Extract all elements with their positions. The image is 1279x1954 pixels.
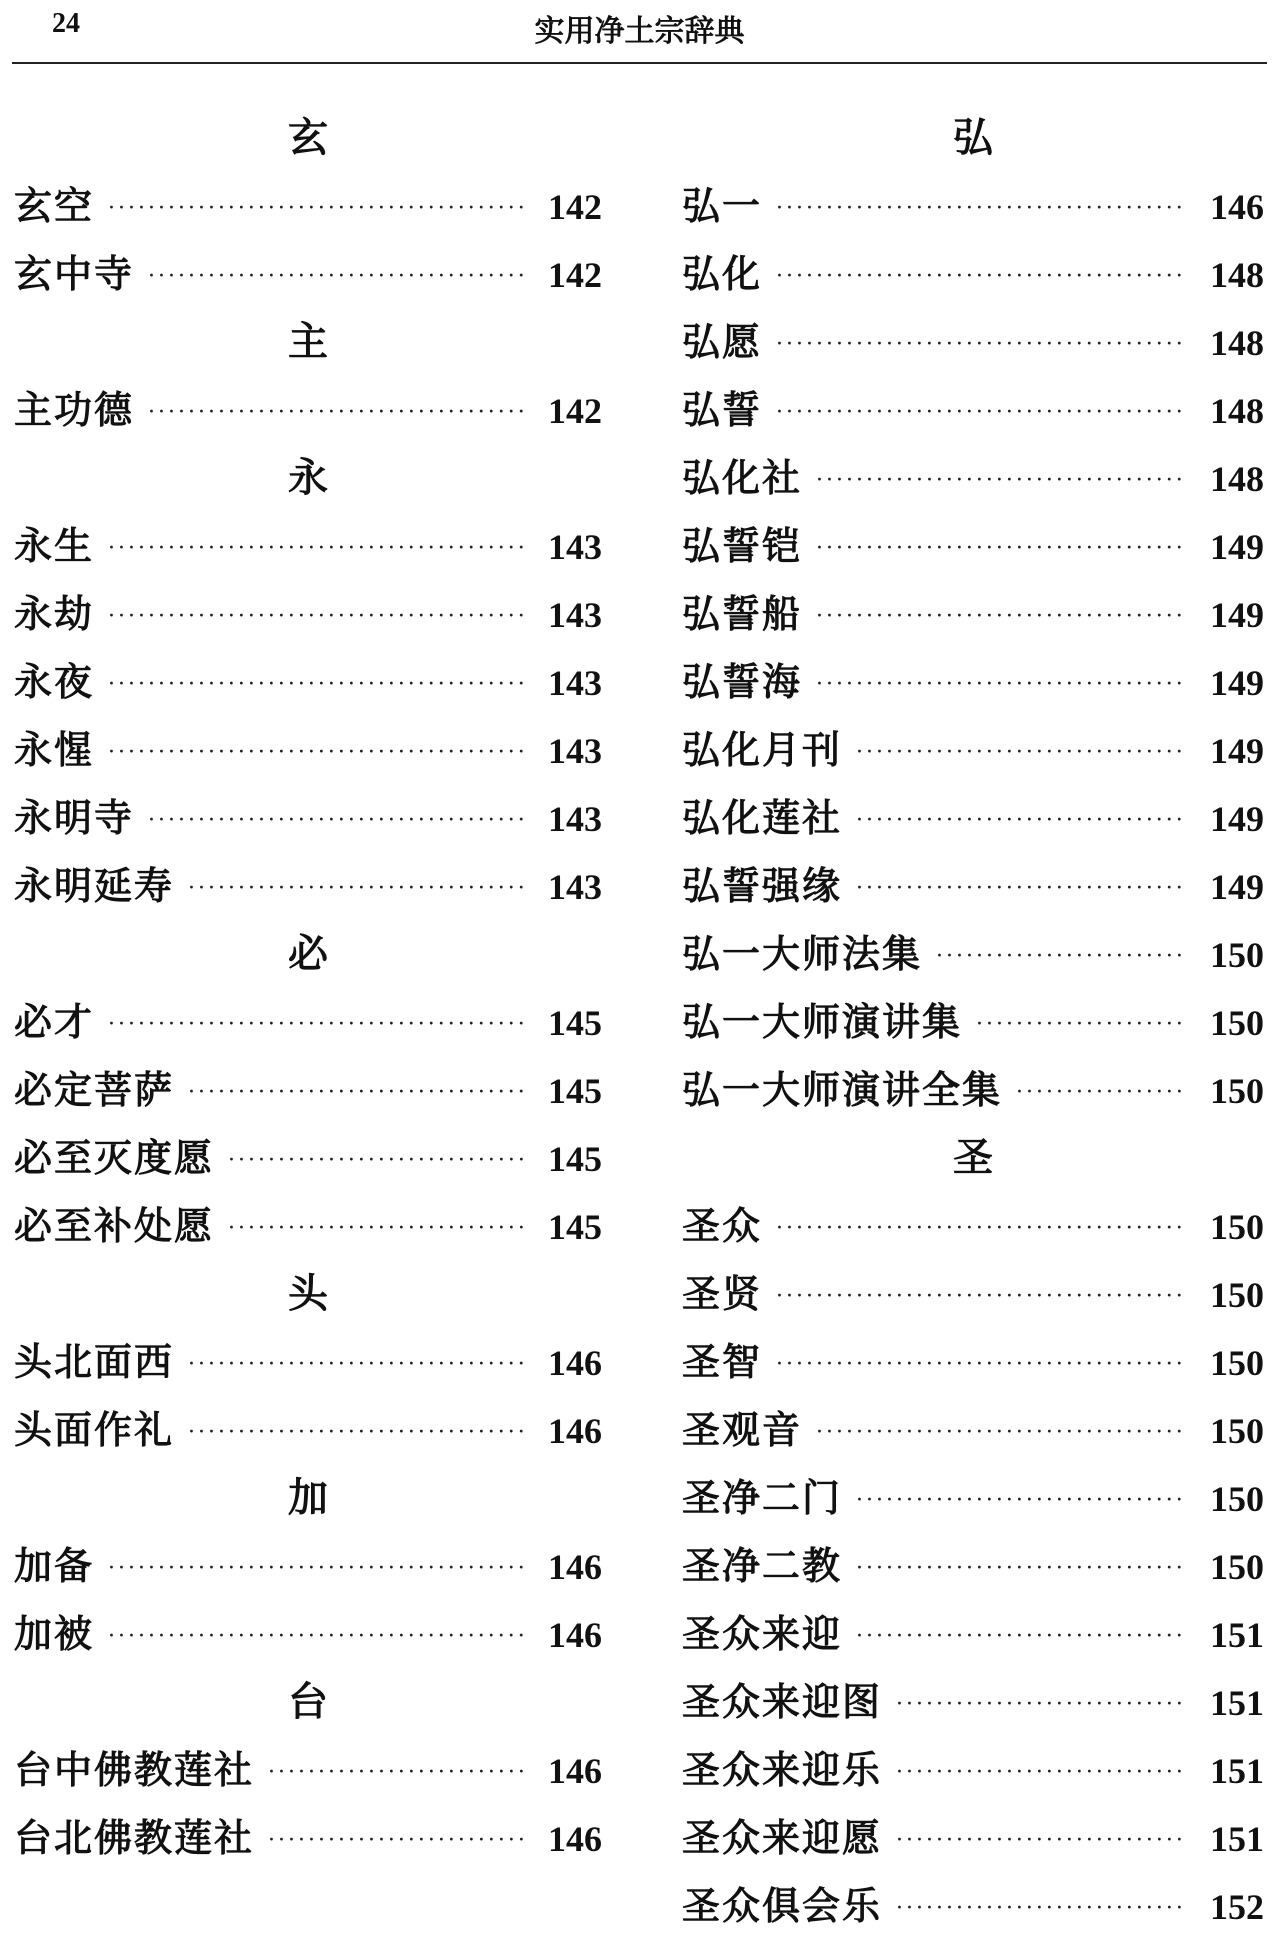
entry-term: 必定菩萨: [14, 1067, 175, 1112]
entry-term: 弘誓铠: [682, 523, 803, 568]
index-entry: [682, 716, 1264, 784]
dot-leader: [776, 1331, 1186, 1399]
entry-page-number: 149: [1210, 663, 1264, 703]
dot-leader: [188, 1331, 524, 1399]
entry-page-number: 146: [548, 1751, 602, 1791]
index-entry: [14, 512, 602, 580]
entry-page-number: 150: [1210, 1547, 1264, 1587]
dot-leader: [188, 1399, 524, 1467]
index-entry: [14, 988, 602, 1056]
entry-page-number: 143: [548, 799, 602, 839]
dot-leader: [896, 1875, 1186, 1943]
entry-term: 弘誓船: [682, 591, 803, 636]
entry-page-number: 151: [1210, 1615, 1264, 1655]
entry-page-number: 146: [548, 1411, 602, 1451]
index-entry: [14, 1396, 602, 1464]
entry-term: 主功德: [14, 387, 135, 432]
entry-page-number: 151: [1210, 1819, 1264, 1859]
entry-term: 弘誓强缘: [682, 863, 843, 908]
entry-page-number: 150: [1210, 1479, 1264, 1519]
entry-term: 圣智: [682, 1339, 763, 1384]
index-entry: [14, 1532, 602, 1600]
index-entry: [682, 920, 1264, 988]
index-group: [14, 1668, 602, 1872]
index-entry: [682, 852, 1264, 920]
dot-leader: [108, 991, 524, 1059]
index-group: [14, 1260, 602, 1464]
entry-page-number: 151: [1210, 1683, 1264, 1723]
entry-term: 圣净二门: [682, 1475, 843, 1520]
entry-term: 弘誓: [682, 387, 763, 432]
entry-term: 弘化月刊: [682, 727, 843, 772]
entry-page-number: 150: [1210, 1411, 1264, 1451]
entry-term: 弘誓海: [682, 659, 803, 704]
entry-page-number: 142: [548, 255, 602, 295]
index-entry: [682, 512, 1264, 580]
entry-page-number: 146: [548, 1547, 602, 1587]
index-entry: [14, 852, 602, 920]
entry-page-number: 148: [1210, 323, 1264, 363]
dot-leader: [856, 787, 1186, 855]
index-entry: [682, 1328, 1264, 1396]
index-group: [14, 1464, 602, 1668]
index-entry: [682, 1464, 1264, 1532]
entry-page-number: 149: [1210, 799, 1264, 839]
entry-page-number: 143: [548, 867, 602, 907]
entry-term: 弘化: [682, 251, 763, 296]
entry-term: 永劫: [14, 591, 95, 636]
dot-leader: [896, 1671, 1186, 1739]
dot-leader: [188, 855, 524, 923]
dot-leader: [776, 243, 1186, 311]
dot-leader: [816, 447, 1186, 515]
dot-leader: [148, 787, 524, 855]
index-entry: [682, 1736, 1264, 1804]
entry-term: 圣众: [682, 1203, 763, 1248]
dot-leader: [856, 719, 1186, 787]
entry-page-number: 149: [1210, 595, 1264, 635]
index-entry: [682, 1668, 1264, 1736]
dot-leader: [148, 243, 524, 311]
entry-page-number: 149: [1210, 527, 1264, 567]
entry-term: 永惺: [14, 727, 95, 772]
dot-leader: [268, 1739, 524, 1807]
dot-leader: [148, 379, 524, 447]
entry-page-number: 146: [548, 1819, 602, 1859]
index-entry: [14, 1328, 602, 1396]
index-entry: [14, 1192, 602, 1260]
dot-leader: [776, 311, 1186, 379]
index-entry: [682, 444, 1264, 512]
entry-page-number: 145: [548, 1071, 602, 1111]
index-entry: [682, 376, 1264, 444]
dot-leader: [776, 379, 1186, 447]
dot-leader: [188, 1059, 524, 1127]
entry-term: 圣众来迎愿: [682, 1815, 883, 1860]
entry-term: 头北面西: [14, 1339, 175, 1384]
entry-page-number: 149: [1210, 867, 1264, 907]
index-entry: [14, 1600, 602, 1668]
dot-leader: [1016, 1059, 1186, 1127]
index-entry: [682, 172, 1264, 240]
index-entry: [682, 1396, 1264, 1464]
dot-leader: [776, 1195, 1186, 1263]
entry-page-number: 146: [1210, 187, 1264, 227]
header-rule: [12, 62, 1267, 64]
index-entry: [14, 1124, 602, 1192]
entry-page-number: 151: [1210, 1751, 1264, 1791]
dot-leader: [108, 1535, 524, 1603]
index-head-character: 玄: [288, 114, 328, 161]
entry-term: 永夜: [14, 659, 95, 704]
entry-term: 台中佛教莲社: [14, 1747, 255, 1792]
entry-term: 必才: [14, 999, 95, 1044]
dot-leader: [108, 515, 524, 583]
index-head-character: 圣: [953, 1134, 993, 1181]
index-head-character: 头: [288, 1270, 328, 1317]
entry-term: 头面作礼: [14, 1407, 175, 1452]
entry-page-number: 145: [548, 1207, 602, 1247]
entry-page-number: 146: [548, 1343, 602, 1383]
index-entry: [682, 1260, 1264, 1328]
entry-term: 加备: [14, 1543, 95, 1588]
entry-term: 台北佛教莲社: [14, 1815, 255, 1860]
index-entry: [682, 1872, 1264, 1940]
index-head-character: 必: [288, 930, 328, 977]
running-title: 实用净土宗辞典: [534, 14, 745, 49]
index-group: [682, 1124, 1264, 1940]
entry-term: 圣众来迎: [682, 1611, 843, 1656]
entry-page-number: 150: [1210, 1275, 1264, 1315]
dot-leader: [228, 1127, 524, 1195]
index-entry: [14, 240, 602, 308]
entry-page-number: 149: [1210, 731, 1264, 771]
index-group: [682, 104, 1264, 1124]
page-header: [0, 0, 1279, 72]
index-entry: [682, 648, 1264, 716]
index-entry: [14, 716, 602, 784]
entry-term: 圣众来迎图: [682, 1679, 883, 1724]
dot-leader: [976, 991, 1186, 1059]
entry-page-number: 152: [1210, 1887, 1264, 1927]
index-head-character: 加: [288, 1474, 328, 1521]
index-entry: [14, 1736, 602, 1804]
entry-page-number: 146: [548, 1615, 602, 1655]
dot-leader: [108, 719, 524, 787]
entry-page-number: 145: [548, 1003, 602, 1043]
entry-page-number: 142: [548, 187, 602, 227]
index-entry: [14, 1804, 602, 1872]
index-entry: [682, 1804, 1264, 1872]
entry-term: 弘一: [682, 183, 763, 228]
entry-term: 圣观音: [682, 1407, 803, 1452]
entry-term: 加被: [14, 1611, 95, 1656]
index-column-left: [14, 104, 602, 1872]
index-entry: [14, 648, 602, 716]
index-entry: [14, 580, 602, 648]
dot-leader: [108, 651, 524, 719]
entry-page-number: 143: [548, 595, 602, 635]
entry-page-number: 143: [548, 731, 602, 771]
entry-page-number: 150: [1210, 1003, 1264, 1043]
dot-leader: [108, 175, 524, 243]
dot-leader: [776, 1263, 1186, 1331]
index-entry: [682, 1056, 1264, 1124]
dot-leader: [816, 583, 1186, 651]
entry-term: 弘愿: [682, 319, 763, 364]
entry-page-number: 150: [1210, 1207, 1264, 1247]
entry-term: 玄空: [14, 183, 95, 228]
dot-leader: [936, 923, 1186, 991]
index-group: [14, 104, 602, 308]
entry-term: 弘一大师演讲集: [682, 999, 963, 1044]
entry-page-number: 142: [548, 391, 602, 431]
dot-leader: [856, 1467, 1186, 1535]
dot-leader: [856, 1603, 1186, 1671]
index-entry: [14, 784, 602, 852]
index-column-right: [682, 104, 1264, 1940]
index-entry: [14, 1056, 602, 1124]
index-entry: [682, 308, 1264, 376]
entry-term: 永明寺: [14, 795, 135, 840]
index-entry: [682, 1192, 1264, 1260]
dot-leader: [816, 651, 1186, 719]
index-entry: [682, 580, 1264, 648]
entry-term: 必至补处愿: [14, 1203, 215, 1248]
entry-term: 弘化社: [682, 455, 803, 500]
entry-term: 永明延寿: [14, 863, 175, 908]
entry-page-number: 148: [1210, 255, 1264, 295]
dot-leader: [816, 515, 1186, 583]
dot-leader: [108, 1603, 524, 1671]
entry-page-number: 148: [1210, 391, 1264, 431]
dot-leader: [816, 1399, 1186, 1467]
index-entry: [14, 376, 602, 444]
page-number: 24: [52, 8, 80, 39]
entry-term: 弘一大师法集: [682, 931, 923, 976]
dot-leader: [108, 583, 524, 651]
entry-term: 圣贤: [682, 1271, 763, 1316]
entry-term: 永生: [14, 523, 95, 568]
index-entry: [682, 784, 1264, 852]
index-entry: [682, 1532, 1264, 1600]
entry-term: 圣众俱会乐: [682, 1883, 883, 1928]
entry-term: 玄中寺: [14, 251, 135, 296]
index-entry: [682, 1600, 1264, 1668]
index-group: [14, 308, 602, 444]
index-group: [14, 444, 602, 920]
entry-term: 必至灭度愿: [14, 1135, 215, 1180]
index-entry: [14, 172, 602, 240]
entry-page-number: 143: [548, 527, 602, 567]
index-head-character: 永: [288, 454, 328, 501]
index-entry: [682, 988, 1264, 1056]
dot-leader: [228, 1195, 524, 1263]
entry-page-number: 145: [548, 1139, 602, 1179]
dot-leader: [856, 855, 1186, 923]
index-group: [14, 920, 602, 1260]
entry-term: 圣众来迎乐: [682, 1747, 883, 1792]
dot-leader: [776, 175, 1186, 243]
entry-page-number: 150: [1210, 935, 1264, 975]
entry-page-number: 148: [1210, 459, 1264, 499]
dot-leader: [896, 1739, 1186, 1807]
entry-term: 弘一大师演讲全集: [682, 1067, 1003, 1112]
entry-term: 弘化莲社: [682, 795, 843, 840]
index-entry: [682, 240, 1264, 308]
dot-leader: [268, 1807, 524, 1875]
entry-page-number: 150: [1210, 1071, 1264, 1111]
dot-leader: [896, 1807, 1186, 1875]
index-head-character: 弘: [953, 114, 993, 161]
index-head-character: 台: [288, 1678, 328, 1725]
index-head-character: 主: [288, 318, 328, 365]
entry-term: 圣净二教: [682, 1543, 843, 1588]
entry-page-number: 150: [1210, 1343, 1264, 1383]
entry-page-number: 143: [548, 663, 602, 703]
dot-leader: [856, 1535, 1186, 1603]
